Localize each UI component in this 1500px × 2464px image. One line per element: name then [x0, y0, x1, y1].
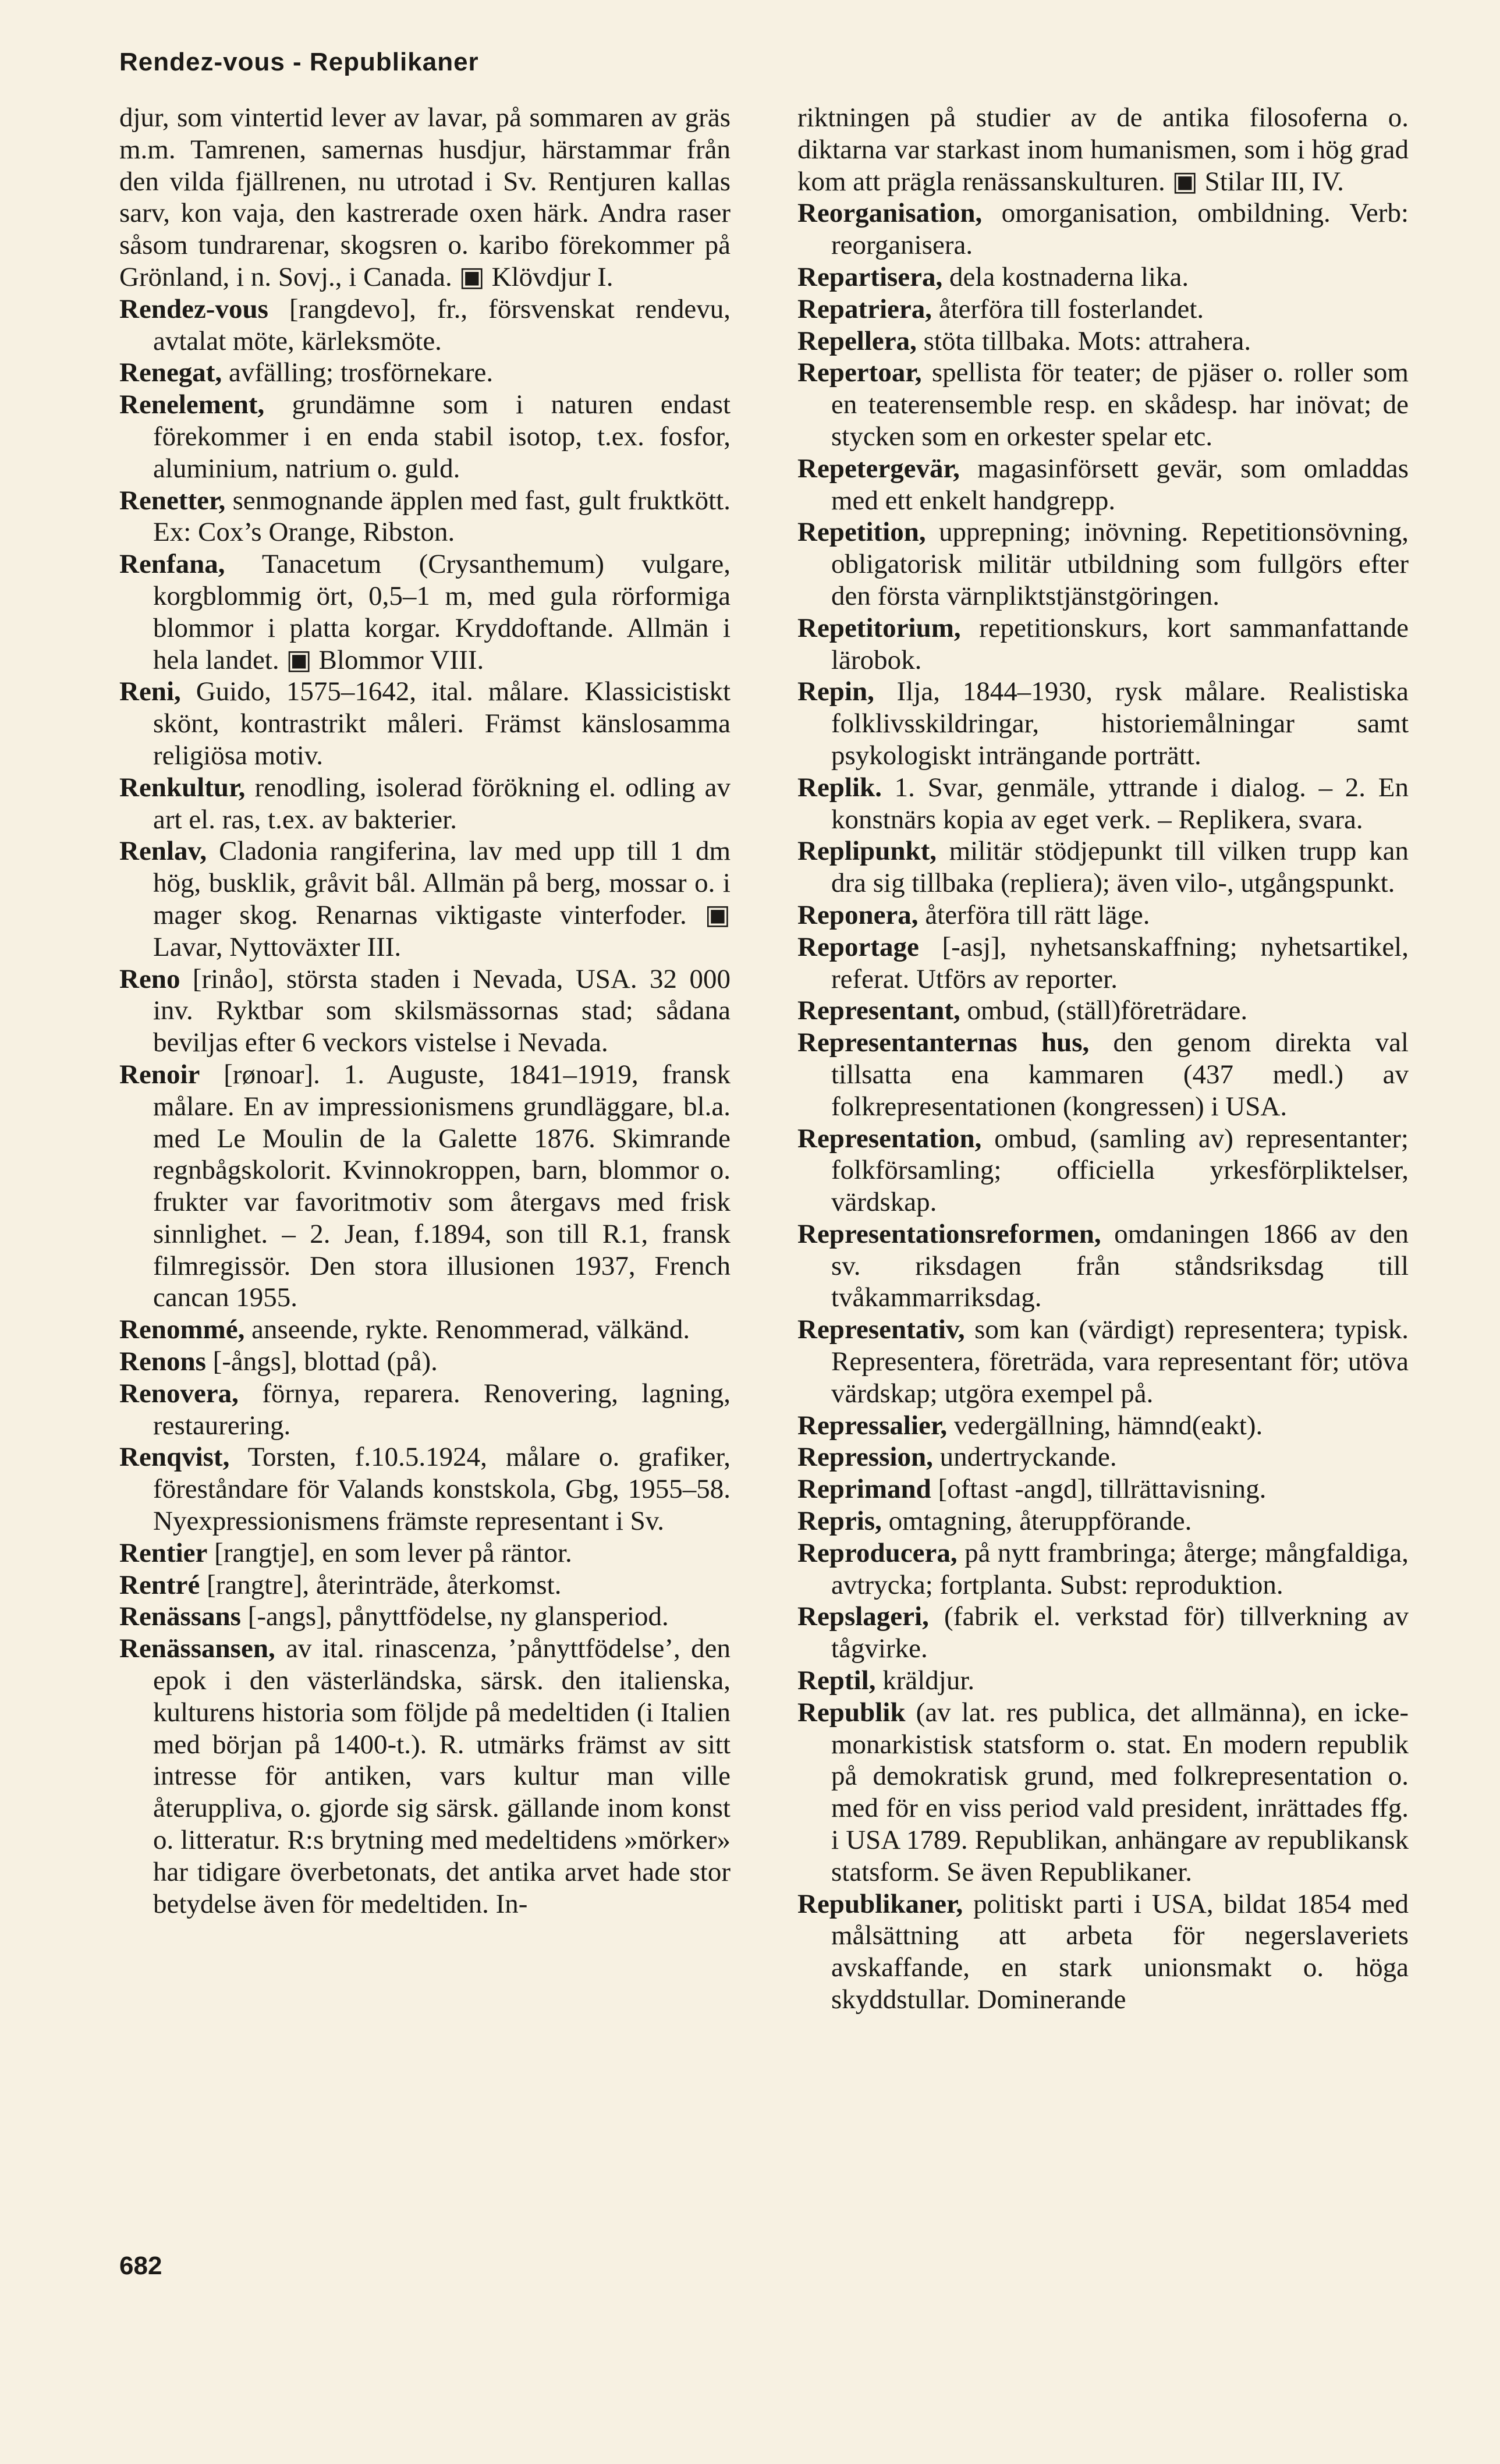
right-column [797, 102, 1409, 2016]
entry-republikaner: Republikaner, politiskt parti i USA, bildat 1854 med målsättning att arbeta för negerslaveriets avskaffande, en stark unionsmakt o. höga skyddstullar. Dominerande [797, 1888, 1409, 2015]
entry-replik: Replik. 1. Svar, genmäle, yttrande i dialog. – 2. En konstnärs kopia av eget verk. – Replikera, svara. [797, 772, 1409, 835]
entry-renfana: Renfana, Tanacetum (Crysanthemum) vulgare, korgblommig ört, 0,5–1 m, med gula rörformiga blommor i platta korgar. Kryddoftande. Allmän i hela landet. ▣ Blommor VIII. [119, 549, 731, 675]
entry-representanternas-hus: Representanternas hus, den genom direkta val tillsatta ena kammaren (437 medl.) av folkrepresentationen (kongressen) i USA. [797, 1027, 1409, 1122]
entry-representationsreformen: Representationsreformen, omdaningen 1866 av den sv. riksdagen från ståndsriksdag till tvåkammarriksdag. [797, 1218, 1409, 1313]
entry-rentier: Rentier [rangtje], en som lever på räntor. [119, 1537, 572, 1568]
entry-reptil: Reptil, kräldjur. [797, 1665, 975, 1696]
entry-renlav: Renlav, Cladonia rangiferina, lav med upp till 1 dm hög, busklik, gråvit bål. Allmän på berg, mossar o. i mager skog. Renarnas viktigaste vinterfoder. ▣ Lavar, Nyttoväxter III. [119, 836, 731, 962]
entry-reproducera: Reproducera, på nytt frambringa; återge; mångfaldiga, avtrycka; fortplanta. Subst: reproduktion. [797, 1537, 1409, 1600]
entry-representation: Representation, ombud, (samling av) representanter; folkförsamling; officiella yrkesförpliktelser, värdskap. [797, 1123, 1409, 1218]
entry-representant: Representant, ombud, (ställ)företrädare. [797, 995, 1248, 1026]
entry-renoir: Renoir [rønoar]. 1. Auguste, 1841–1919, fransk målare. En av impressionismens grundläggare, bl.a. med Le Moulin de la Galette 1876. Skimrande regnbågskolorit. Kvinnokroppen, barn, blommor o. frukter var favoritmotiv som återgavs med frisk sinnlighet. – 2. Jean, f.1894, son till R.1, fransk filmregissör. Den stora illusionen 1937, French cancan 1955. [119, 1059, 731, 1313]
entry-reni: Reni, Guido, 1575–1642, ital. målare. Klassicistiskt skönt, kontrastrikt måleri. Främst känslosamma religiösa motiv. [119, 676, 731, 771]
entry-repatriera: Repatriera, återföra till fosterlandet. [797, 293, 1204, 324]
entry-continuation: djur, som vintertid lever av lavar, på sommaren av gräs m.m. Tamrenen, samernas husdjur, härstammar från den vilda fjällrenen, nu utrotad i Sv. Rentjuren kallas sarv, kon vaja, den kastrerade oxen härk. Andra raser såsom tundrarenar, skogsren o. karibo förekommer på Grönland, i n. Sovj., i Canada. ▣ Klövdjur I. [119, 102, 731, 292]
entry-republik: Republik (av lat. res publica, det allmänna), en icke-monarkistisk statsform o. stat. En modern republik på demokratisk grund, med folkrepresentation o. med för en viss period vald president, inrättades ffg. i USA 1789. Republikan, anhängare av republikansk statsform. Se även Republikaner. [797, 1697, 1409, 1887]
entry-repetitorium: Repetitorium, repetitionskurs, kort sammanfattande lärobok. [797, 612, 1409, 675]
entry-repellera: Repellera, stöta tillbaka. Mots: attrahera. [797, 325, 1251, 356]
entry-renkultur: Renkultur, renodling, isolerad förökning el. odling av art el. ras, t.ex. av bakterier. [119, 772, 731, 835]
entry-renqvist: Renqvist, Torsten, f.10.5.1924, målare o. grafiker, föreståndare för Valands konstskola, Gbg, 1955–58. Nyexpressionismens främste representant i Sv. [119, 1442, 731, 1537]
entry-renovera: Renovera, förnya, reparera. Renovering, lagning, restaurering. [119, 1378, 731, 1441]
entry-reportage: Reportage [-asj], nyhetsanskaffning; nyhetsartikel, referat. Utförs av reporter. [797, 931, 1409, 994]
entry-rendez-vous: Rendez-vous [rangdevo], fr., försvenskat rendevu, avtalat möte, kärleksmöte. [119, 293, 731, 356]
entry-renassans: Renässans [-angs], pånyttfödelse, ny glansperiod. [119, 1601, 669, 1632]
entry-renons: Renons [-ångs], blottad (på). [119, 1346, 438, 1377]
entry-renegat: Renegat, avfälling; trosförnekare. [119, 357, 494, 388]
entry-repin: Repin, Ilja, 1844–1930, rysk målare. Realistiska folklivsskildringar, historiemålningar samt psykologiskt inträngande porträtt. [797, 676, 1409, 771]
page-number: 682 [119, 2252, 162, 2280]
entry-repetition: Repetition, upprepning; inövning. Repetitionsövning, obligatorisk militär utbildning som fullgörs efter den första värnpliktstjänstgöringen. [797, 517, 1409, 611]
entry-renelement: Renelement, grundämne som i naturen endast förekommer i en enda stabil isotop, t.ex. fosfor, aluminium, natrium o. guld. [119, 389, 731, 484]
entry-renetter: Renetter, senmognande äpplen med fast, gult fruktkött. Ex: Cox’s Orange, Ribston. [119, 485, 731, 548]
entry-repression: Repression, undertryckande. [797, 1442, 1117, 1473]
entry-reno: Reno [rinåo], största staden i Nevada, USA. 32 000 inv. Ryktbar som skilsmässornas stad; sådana beviljas efter 6 veckors vistelse i Nevada. [119, 963, 731, 1058]
entry-replipunkt: Replipunkt, militär stödjepunkt till vilken trupp kan dra sig tillbaka (repliera); även vilo-, utgångspunkt. [797, 836, 1409, 899]
entry-reponera: Reponera, återföra till rätt läge. [797, 899, 1150, 930]
entry-repertoar: Repertoar, spellista för teater; de pjäser o. roller som en teaterensemble resp. en skådesp. har inövat; de stycken som en orkester spelar etc. [797, 357, 1409, 452]
entry-repetergevar: Repetergevär, magasinförsett gevär, som omladdas med ett enkelt handgrepp. [797, 453, 1409, 516]
entry-repressalier: Repressalier, vedergällning, hämnd(eakt). [797, 1410, 1263, 1441]
entry-reprimand: Reprimand [oftast -angd], tillrättavisning. [797, 1474, 1267, 1505]
entry-repris: Repris, omtagning, återuppförande. [797, 1506, 1192, 1537]
entry-repartisera: Repartisera, dela kostnaderna lika. [797, 261, 1189, 292]
left-column [119, 102, 731, 1920]
running-header: Rendez-vous - Republikaner [119, 48, 479, 76]
entry-continuation: riktningen på studier av de antika filosoferna o. diktarna var starkast inom humanismen, som i hög grad kom att prägla renässanskulturen. ▣ Stilar III, IV. [797, 102, 1409, 197]
entry-repslageri: Repslageri, (fabrik el. verkstad för) tillverkning av tågvirke. [797, 1601, 1409, 1664]
entry-representativ: Representativ, som kan (värdigt) representera; typisk. Representera, företräda, vara representant för; utöva värdskap; utgöra exempel på. [797, 1314, 1409, 1409]
entry-rentre: Rentré [rangtre], återinträde, återkomst. [119, 1569, 562, 1600]
entry-reorganisation: Reorganisation, omorganisation, ombildning. Verb: reorganisera. [797, 198, 1409, 261]
entry-renassansen: Renässansen, av ital. rinascenza, ’pånyttfödelse’, den epok i den västerländska, särsk. den italienska, kulturens historia som följde på medeltiden (i Italien med början på 1400-t.). R. utmärks främst av sitt intresse för antiken, vars kultur man ville återuppliva, o. gjorde sig särsk. gällande inom konst o. litteratur. R:s brytning med medeltidens »mörker» har tidigare överbetonats, det antika arvet hade stor betydelse även för medeltiden. In- [119, 1633, 731, 1919]
entry-renomme: Renommé, anseende, rykte. Renommerad, välkänd. [119, 1314, 690, 1345]
